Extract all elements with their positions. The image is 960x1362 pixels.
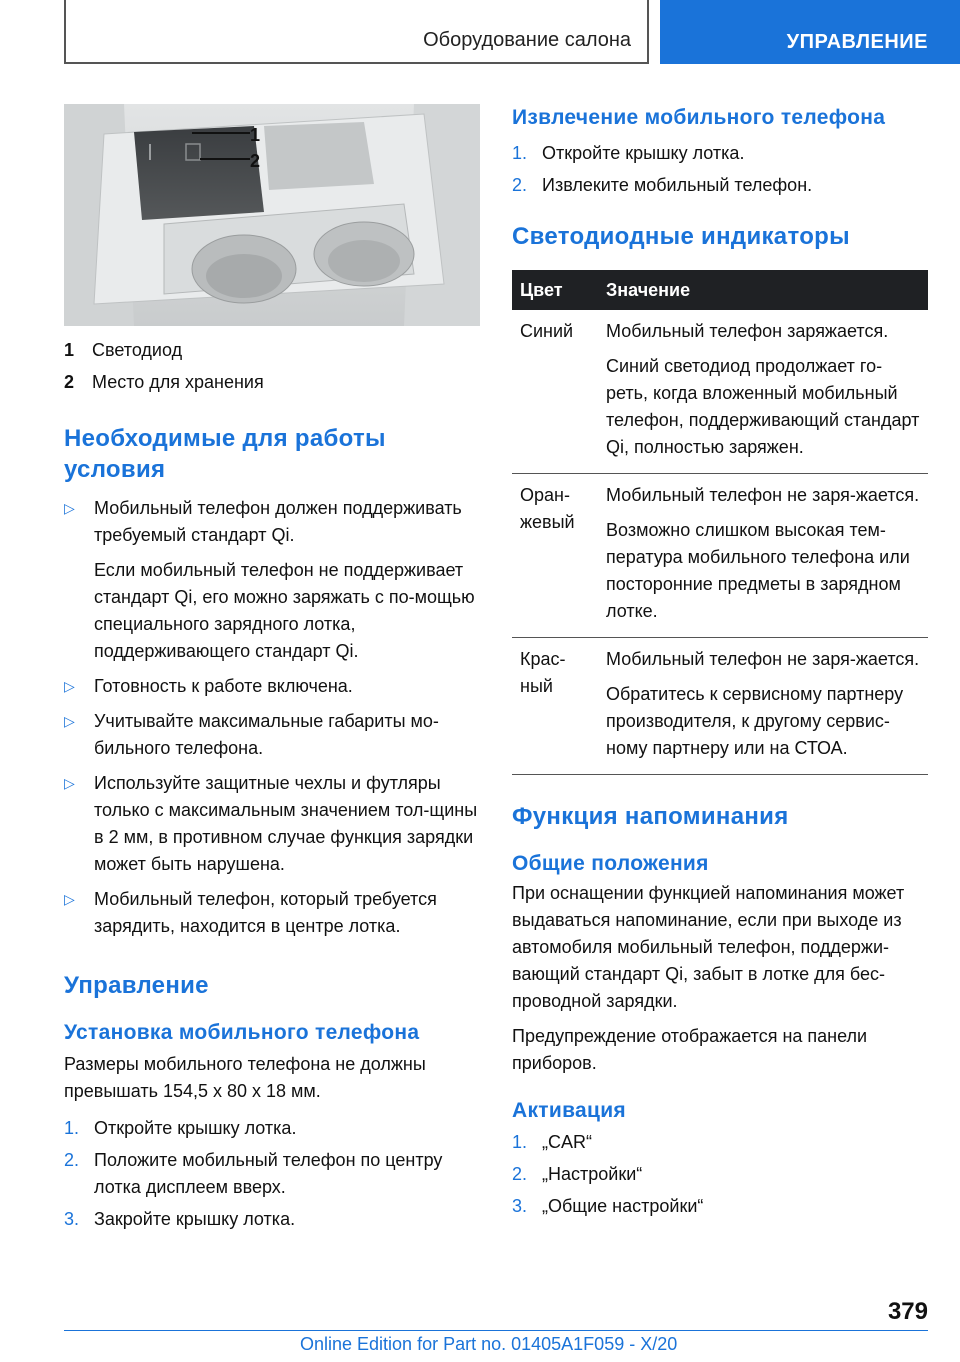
reminder-heading: Функция напоминания xyxy=(512,803,789,830)
led-meaning-text: Обратитесь к сервисному партнеру производителя, к другому сервис-ному партнеру или на СТОА. xyxy=(606,684,904,758)
triangle-bullet-icon: ▷ xyxy=(64,500,75,516)
legend-item xyxy=(64,337,484,364)
led-color-cell: Крас-ный xyxy=(512,638,598,775)
bullet-text: Если мобильный телефон не поддерживает стандарт Qi, его можно заряжать с по-мощью специального зарядного лотка, поддерживающего стандарт Qi. xyxy=(94,560,475,661)
control-heading: Управление xyxy=(64,972,209,999)
step-number: 2. xyxy=(512,175,528,195)
step-item xyxy=(64,1206,484,1233)
general-paragraph: Предупреждение отображается на панели приборов. xyxy=(512,1026,868,1073)
step-item xyxy=(64,1115,484,1142)
step-number: 3. xyxy=(64,1209,80,1229)
step-item xyxy=(512,1129,930,1156)
callout-2: 2 xyxy=(250,151,261,171)
activation-heading: Активация xyxy=(512,1099,626,1122)
triangle-bullet-icon: ▷ xyxy=(64,713,75,729)
step-item xyxy=(64,1147,484,1201)
step-item xyxy=(512,1161,930,1188)
led-color-cell: Синий xyxy=(512,310,598,474)
led-meaning-text: Мобильный телефон не заря-жается. xyxy=(606,485,920,505)
triangle-bullet-icon: ▷ xyxy=(64,678,75,694)
table-row xyxy=(512,638,928,775)
step-text: Положите мобильный телефон по центру лотка дисплеем вверх. xyxy=(94,1150,443,1197)
step-text: Извлеките мобильный телефон. xyxy=(542,175,813,195)
header-section-box xyxy=(64,0,649,64)
bullet-item xyxy=(64,495,484,665)
led-meaning-cell xyxy=(598,310,928,474)
footer-divider xyxy=(64,1330,928,1331)
requirements-heading: Необходимые для работы условия xyxy=(64,425,386,483)
bullet-item xyxy=(64,886,484,940)
led-meaning-text: Мобильный телефон заряжается. xyxy=(606,321,889,341)
step-number: 2. xyxy=(64,1150,80,1170)
step-text: „Настройки“ xyxy=(542,1164,643,1184)
led-meaning-cell xyxy=(598,638,928,775)
led-meaning-cell xyxy=(598,474,928,638)
bullet-text: Готовность к работе включена. xyxy=(94,676,353,696)
step-item xyxy=(512,140,930,167)
led-color-cell: Оран-жевый xyxy=(512,474,598,638)
left-column xyxy=(64,337,484,1233)
step-number: 1. xyxy=(512,143,528,163)
led-table-header-row xyxy=(512,270,928,310)
step-number: 1. xyxy=(512,1132,528,1152)
legend-number: 1 xyxy=(64,340,75,360)
step-number: 3. xyxy=(512,1196,528,1216)
charging-tray-illustration xyxy=(64,104,480,326)
led-table xyxy=(512,270,928,775)
bullet-text: Используйте защитные чехлы и футляры только с максимальным значением тол-щины в 2 мм, в противном случае функция зарядки может быть нарушена. xyxy=(94,773,478,874)
led-meaning-text: Мобильный телефон не заря-жается. xyxy=(606,649,920,669)
led-table-header-color: Цвет xyxy=(512,270,598,310)
step-number: 2. xyxy=(512,1164,528,1184)
triangle-bullet-icon: ▷ xyxy=(64,891,75,907)
right-column xyxy=(512,104,930,1220)
step-text: „Общие настройки“ xyxy=(542,1196,704,1216)
led-indicators-heading: Светодиодные индикаторы xyxy=(512,223,850,250)
led-table-header-meaning: Значение xyxy=(598,270,928,310)
table-row xyxy=(512,310,928,474)
charging-tray-photo xyxy=(64,104,480,326)
legend-text: Место для хранения xyxy=(92,372,264,392)
step-text: „CAR“ xyxy=(542,1132,592,1152)
step-text: Откройте крышку лотка. xyxy=(542,143,745,163)
bullet-item xyxy=(64,708,484,762)
callout-1: 1 xyxy=(250,125,261,145)
led-meaning-text: Синий светодиод продолжает го-реть, когда вложенный мобильный телефон, поддерживающий стандарт Qi, полностью заряжен. xyxy=(606,356,920,457)
remove-phone-heading: Извлечение мобильного телефона xyxy=(512,106,886,129)
insert-phone-intro: Размеры мобильного телефона не должны превышать 154,5 x 80 x 18 мм. xyxy=(64,1054,426,1101)
led-meaning-text: Возможно слишком высокая тем-пература мобильного телефона или посторонние предметы в зарядном лотке. xyxy=(606,520,910,621)
bullet-item xyxy=(64,770,484,878)
step-text: Откройте крышку лотка. xyxy=(94,1118,297,1138)
header-chapter-tab[interactable] xyxy=(660,0,960,64)
table-row xyxy=(512,474,928,638)
page-number: 379 xyxy=(887,1298,928,1325)
bullet-text: Мобильный телефон должен поддерживать требуемый стандарт Qi. xyxy=(94,498,462,545)
step-item xyxy=(512,172,930,199)
insert-phone-heading: Установка мобильного телефона xyxy=(64,1021,420,1044)
general-paragraph: При оснащении функцией напоминания может выдаваться напоминание, если при выходе из автомобиля мобильный телефон, поддержи-вающий стандарт Qi, забыт в лотке для бес-проводной зарядки. xyxy=(512,883,905,1011)
header-section-title: Оборудование салона xyxy=(423,29,631,51)
bullet-text: Мобильный телефон, который требуется зарядить, находится в центре лотка. xyxy=(94,889,437,936)
footer-edition: Online Edition for Part no. 01405A1F059 - X/20 xyxy=(300,1334,678,1354)
legend-text: Светодиод xyxy=(92,340,183,360)
header-chapter-title: УПРАВЛЕНИЕ xyxy=(786,31,928,53)
bullet-item xyxy=(64,673,484,700)
step-text: Закройте крышку лотка. xyxy=(94,1209,296,1229)
triangle-bullet-icon: ▷ xyxy=(64,775,75,791)
bullet-text: Учитывайте максимальные габариты мо-бильного телефона. xyxy=(94,711,439,758)
step-number: 1. xyxy=(64,1118,80,1138)
legend-number: 2 xyxy=(64,372,75,392)
legend-item xyxy=(64,369,484,396)
general-heading: Общие положения xyxy=(512,852,709,875)
step-item xyxy=(512,1193,930,1220)
